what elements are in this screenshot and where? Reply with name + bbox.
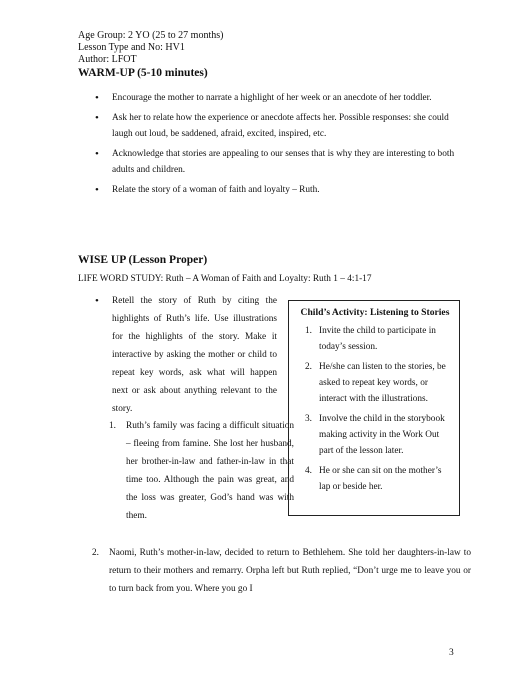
story-item-text: Ruth’s family was facing a difficult situation – fleeing from famine. She lost her husband, her brother-in-law and father-in-law in that time too. Although the pain was great, and the loss was greater, God’s hand was with them.	[126, 421, 294, 521]
activity-item	[297, 359, 453, 407]
story-item-number: 2.	[92, 548, 99, 558]
story-item-2	[92, 544, 471, 598]
warmup-list	[92, 90, 457, 202]
retell-bullet	[92, 292, 277, 418]
retell-text: • Retell the story of Ruth by citing the highlights of Ruth’s life. Use illustrations for the highlights of the story. Make it interactive by asking the mother or child to repeat key words, ask what will happen next or ask about anything relevant to the story.	[92, 292, 277, 418]
warmup-heading: WARM-UP (5-10 minutes)	[78, 67, 208, 79]
warmup-item: • Acknowledge that stories are appealing to our senses that is why they are interesting to both adults and children.	[92, 146, 457, 178]
activity-list	[297, 323, 453, 495]
warmup-item: • Relate the story of a woman of faith and loyalty – Ruth.	[92, 182, 457, 198]
warmup-item: • Ask her to relate how the experience or anecdote affects her. Possible responses: she could laugh out loud, be saddened, afraid, excited, inspired, etc.	[92, 110, 457, 142]
activity-item	[297, 323, 453, 355]
activity-item-text: He/she can listen to the stories, be asked to repeat key words, or interact with the illustrations.	[319, 362, 446, 404]
age-group: Age Group: 2 YO (25 to 27 months)	[78, 30, 224, 41]
activity-item-text: Involve the child in the storybook making activity in the Work Out part of the lesson later.	[319, 414, 445, 456]
story-item-text: Naomi, Ruth’s mother-in-law, decided to return to Bethlehem. She told her daughters-in-law to return to their mothers and remarry. Orpha left but Ruth replied, “Don’t urge me to leave you or to turn back from you. Where you go I	[109, 548, 471, 594]
activity-item-number: 3.	[305, 414, 312, 424]
page-number: 3	[449, 648, 454, 658]
activity-item-number: 1.	[305, 326, 312, 336]
activity-item-number: 4.	[305, 466, 312, 476]
activity-item-text: He or she can sit on the mother’s lap or beside her.	[319, 466, 442, 492]
activity-title: Child’s Activity: Listening to Stories	[300, 307, 450, 318]
story-item-1	[109, 417, 294, 525]
activity-item-number: 2.	[305, 362, 312, 372]
child-activity-box	[288, 300, 460, 516]
activity-item-text: Invite the child to participate in today’s session.	[319, 326, 436, 352]
activity-item	[297, 463, 453, 495]
activity-item	[297, 411, 453, 459]
lesson-header	[78, 30, 223, 66]
life-word-study: LIFE WORD STUDY: Ruth – A Woman of Faith and Loyalty: Ruth 1 – 4:1-17	[78, 274, 372, 284]
wiseup-heading: WISE UP (Lesson Proper)	[78, 254, 208, 266]
author: Author: LFOT	[78, 54, 137, 65]
warmup-item: • Encourage the mother to narrate a highlight of her week or an anecdote of her toddler.	[92, 90, 457, 106]
story-item-number: 1.	[109, 421, 116, 431]
lesson-type: Lesson Type and No: HV1	[78, 42, 185, 53]
